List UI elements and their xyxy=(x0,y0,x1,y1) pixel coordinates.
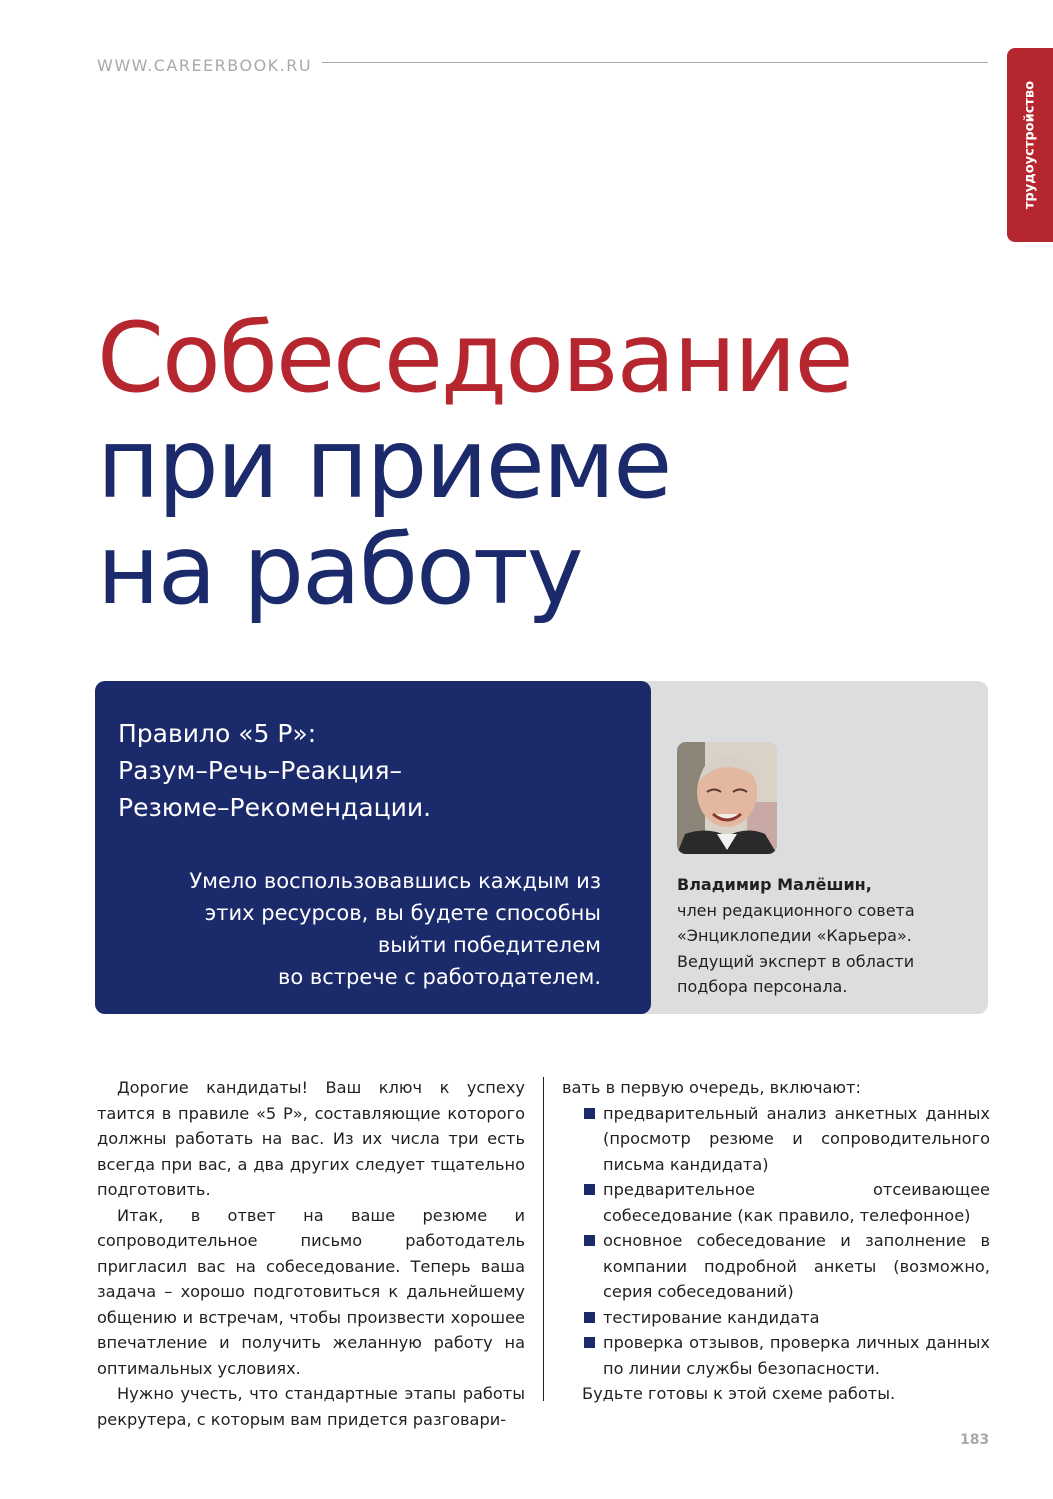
callout-text-line: Умело воспользовавшись каждым из xyxy=(189,869,601,893)
body-paragraph: Будьте готовы к этой схеме работы. xyxy=(582,1384,896,1403)
body-column-left xyxy=(97,1075,525,1432)
list-item-text: основное собеседование и заполнение в компании подробной анкеты (возможно, серия собеседований) xyxy=(603,1231,990,1301)
list-item xyxy=(562,1101,990,1178)
list-item-text: предварительный анализ анкетных данных (просмотр резюме и сопроводительного письма кандидата) xyxy=(603,1103,990,1174)
body-column-right xyxy=(562,1075,990,1407)
expert-name: Владимир Малёшин, xyxy=(677,875,872,894)
callout-panel xyxy=(95,681,651,1014)
title-line-1: Собеседование xyxy=(97,302,852,414)
callout-text-line: этих ресурсов, вы будете способны xyxy=(204,901,601,925)
callout-text-line: выйти победителем xyxy=(377,933,601,957)
list-item xyxy=(562,1228,990,1305)
body-paragraph: Итак, в ответ на ваше резюме и сопроводительное письмо работодатель пригласил вас на собеседование. Теперь ваша задача – хорошо подготовиться к дальнейшему общению и встречам, чтобы произвести хорошее впечатление и получить желанную работу на оптимальных условиях. xyxy=(97,1205,525,1378)
expert-caption-line: Ведущий эксперт в области xyxy=(677,951,915,971)
list-item-text: проверка отзывов, проверка личных данных по линии службы безопасности. xyxy=(603,1333,990,1378)
body-paragraph: Нужно учесть, что стандартные этапы работы рекрутера, с которым вам придется разговари- xyxy=(97,1384,525,1429)
callout-heading xyxy=(118,715,431,826)
title-line-2: при приеме xyxy=(97,408,671,520)
title-line-3: на работу xyxy=(97,514,582,626)
expert-photo xyxy=(677,742,777,854)
body-paragraph: Дорогие кандидаты! Ваш ключ к успеху таится в правиле «5 Р», составляющие которого должны работать на вас. Из их числа три есть всегда при вас, а два других следует тщательно подготовить. xyxy=(97,1078,525,1199)
steps-list xyxy=(562,1101,990,1382)
bullet-square-icon xyxy=(584,1184,595,1195)
callout-heading-line: Правило «5 Р»: xyxy=(118,719,317,748)
callout-text-line: во встрече с работодателем. xyxy=(277,965,601,989)
list-item-text: тестирование кандидата xyxy=(603,1307,820,1327)
expert-caption-line: член редакционного совета xyxy=(677,900,915,920)
article-title xyxy=(97,302,852,626)
callout-heading-line: Разум–Речь–Реакция– xyxy=(118,756,402,785)
bullet-square-icon xyxy=(584,1337,595,1348)
expert-caption xyxy=(677,872,915,1000)
list-item xyxy=(562,1330,990,1381)
section-tab xyxy=(1007,48,1053,242)
list-item xyxy=(562,1305,990,1331)
header-rule xyxy=(322,62,988,63)
list-item-text: предварительное отсеивающее собеседование (как правило, телефонное) xyxy=(603,1180,990,1225)
callout-heading-line: Резюме–Рекомендации. xyxy=(118,793,432,822)
portrait-image xyxy=(677,742,777,854)
section-tab-label: трудоустройство xyxy=(1022,80,1038,210)
list-item xyxy=(562,1177,990,1228)
page-number: 183 xyxy=(960,1432,990,1448)
site-url: WWW.CAREERBOOK.RU xyxy=(97,56,313,75)
body-paragraph: вать в первую очередь, включают: xyxy=(562,1078,861,1097)
column-divider xyxy=(543,1077,544,1401)
bullet-square-icon xyxy=(584,1108,595,1119)
callout-text xyxy=(189,865,601,993)
bullet-square-icon xyxy=(584,1235,595,1246)
bullet-square-icon xyxy=(584,1312,595,1323)
expert-caption-line: «Энциклопедии «Карьера». xyxy=(677,926,912,945)
expert-caption-line: подбора персонала. xyxy=(677,977,848,996)
